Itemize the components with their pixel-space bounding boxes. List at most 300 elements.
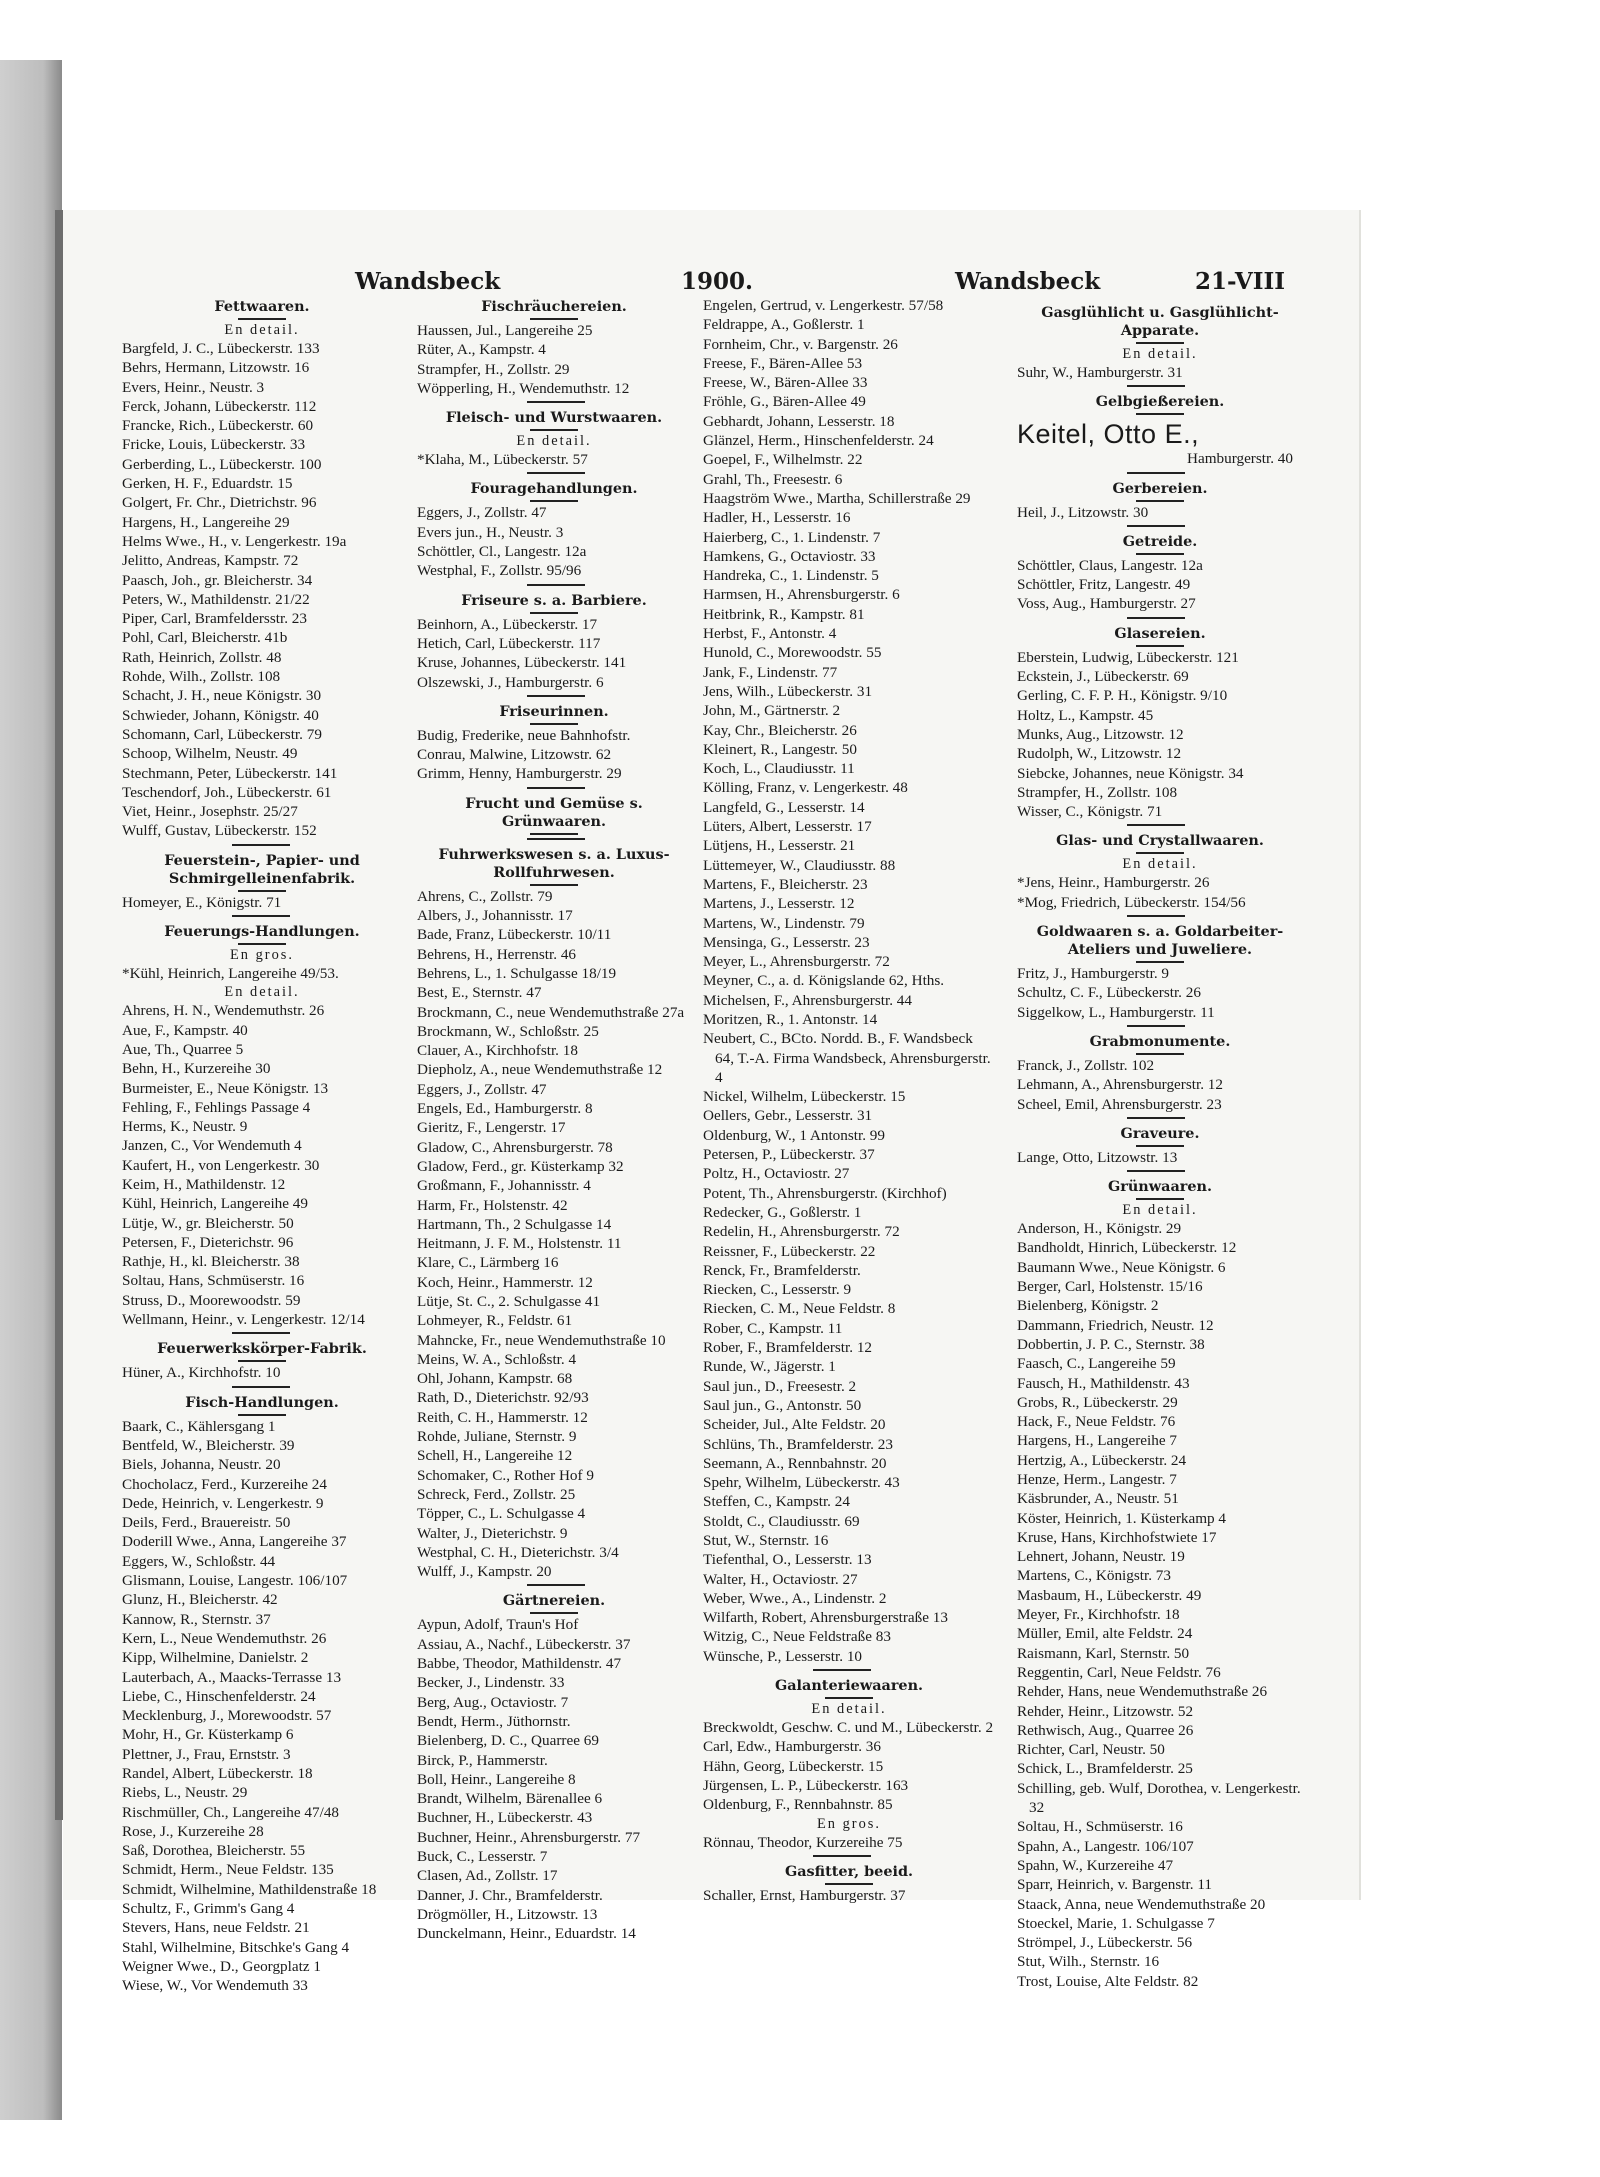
directory-entry: Schomann, Carl, Lübeckerstr. 79 [122,725,322,743]
directory-entry: Munks, Aug., Litzowstr. 12 [1017,725,1184,743]
directory-entry: Kern, L., Neue Wendemuthstr. 26 [122,1629,327,1647]
section-heading: Fuhrwerkswesen s. a. Luxus-Rollfuhrwesen. [417,846,691,886]
directory-entry: Jank, F., Lindenstr. 77 [703,663,838,681]
directory-entry: Liebe, C., Hinschenfelderstr. 24 [122,1687,316,1705]
directory-entry: Clauer, A., Kirchhofstr. 18 [417,1042,578,1060]
directory-entry: Masbaum, H., Lübeckerstr. 49 [1017,1586,1202,1604]
directory-entry: *Kühl, Heinrich, Langereihe 49/53. [122,965,339,983]
directory-entry: Schomaker, C., Rother Hof 9 [417,1466,594,1484]
directory-entry: Albers, J., Johannisstr. 17 [417,907,573,925]
directory-entry: Schöttler, Claus, Langestr. 12a [1017,556,1203,574]
directory-entry: Kipp, Wilhelmine, Danielstr. 2 [122,1649,309,1667]
section-subheading: En detail. [811,1701,887,1718]
directory-entry: Lehmann, A., Ahrensburgerstr. 12 [1017,1076,1223,1094]
directory-entry: Janzen, C., Vor Wendemuth 4 [122,1137,302,1155]
binding-shadow [55,210,63,1820]
book-binding [0,60,62,2120]
directory-entry: Lütje, St. C., 2. Schulgasse 41 [417,1292,601,1310]
directory-entry: Stahl, Wilhelmine, Bitschke's Gang 4 [122,1938,350,1956]
directory-entry: Bandholdt, Hinrich, Lübeckerstr. 12 [1017,1239,1237,1257]
directory-entry: Fritz, J., Hamburgerstr. 9 [1017,965,1170,983]
section-heading: Frucht und Gemüse s. Grünwaaren. [417,795,691,835]
section-divider [232,915,290,917]
directory-entry: *Jens, Heinr., Hamburgerstr. 26 [1017,874,1210,892]
directory-entry: Gladow, Ferd., gr. Küsterkamp 32 [417,1157,624,1175]
section-heading: Gasfitter, beeid. [703,1863,995,1885]
directory-entry: Schöttler, Fritz, Langestr. 49 [1017,576,1191,594]
section-heading: Feuerungs-Handlungen. [122,923,402,945]
directory-entry: Lauterbach, A., Maacks-Terrasse 13 [122,1668,342,1686]
section-heading: Gärtnereien. [417,1592,691,1614]
section-heading: Gasglühlicht u. Gasglühlicht-Apparate. [1017,304,1303,344]
directory-entry: Stut, W., Sternstr. 16 [703,1532,829,1549]
directory-entry: Strampfer, H., Zollstr. 108 [1017,783,1178,801]
section-divider [527,584,585,586]
directory-entry: Birck, P., Hammerstr. [417,1751,548,1769]
featured-entry-address: Hamburgerstr. 40 [1186,450,1293,468]
section-divider [527,838,585,840]
directory-entry: Rehder, Hans, neue Wendemuthstraße 26 [1017,1683,1268,1701]
directory-entry: Engelen, Gertrud, v. Lengerkestr. 57/58 [703,297,944,314]
directory-entry: Ahrens, C., Zollstr. 79 [417,887,553,905]
directory-entry: Ferck, Johann, Lübeckerstr. 112 [122,397,317,415]
section-divider [1127,1117,1185,1119]
directory-entry: Hetich, Carl, Lübeckerstr. 117 [417,634,601,652]
directory-entry: Hamkens, G., Octaviostr. 33 [703,547,876,565]
directory-entry: Hunold, C., Morewoodstr. 55 [703,644,882,662]
section-heading: Gerbereien. [1017,480,1303,502]
directory-entry: Haagström Wwe., Martha, Schillerstraße 29 [703,489,971,507]
directory-entry: Piper, Carl, Bramfeldersstr. 23 [122,610,307,628]
directory-entry: Töpper, C., L. Schulgasse 4 [417,1505,586,1523]
directory-entry: Berger, Carl, Holstenstr. 15/16 [1017,1278,1203,1296]
directory-entry: Meyer, Fr., Kirchhofstr. 18 [1017,1606,1180,1624]
directory-entry: Evers jun., H., Neustr. 3 [417,523,564,541]
directory-entry: Henze, Herm., Langestr. 7 [1017,1470,1177,1488]
section-divider [813,1855,871,1857]
directory-entry: Kleinert, R., Langestr. 50 [703,740,857,758]
directory-entry: Dede, Heinrich, v. Lengerkestr. 9 [122,1494,324,1512]
directory-entry: Kannow, R., Sternstr. 37 [122,1610,271,1628]
directory-entry: Schick, L., Bramfelderstr. 25 [1017,1760,1193,1778]
directory-entry: Fröhle, G., Bären-Allee 49 [703,393,866,411]
section-divider [232,1332,290,1334]
directory-entry: Buck, C., Lesserstr. 7 [417,1848,548,1865]
directory-entry: Lehnert, Johann, Neustr. 19 [1017,1548,1185,1566]
section-subheading: En gros. [817,1815,881,1832]
directory-entry: Steffen, C., Kampstr. 24 [703,1493,850,1511]
directory-entry: Homeyer, E., Königstr. 71 [122,893,282,911]
section-heading: Grabmonumente. [1017,1033,1303,1055]
section-heading: Graveure. [1017,1125,1303,1147]
directory-entry: Hertzig, A., Lübeckerstr. 24 [1017,1451,1187,1469]
directory-entry: Stut, Wilh., Sternstr. 16 [1017,1953,1160,1971]
directory-entry: Ahrens, H. N., Wendemuthstr. 26 [122,1002,325,1020]
directory-entry: Martens, J., Lesserstr. 12 [703,895,855,913]
directory-entry: Rönnau, Theodor, Kurzereihe 75 [703,1833,903,1851]
directory-entry: Riecken, C., Lesserstr. 9 [703,1281,852,1299]
directory-entry: Behrs, Hermann, Litzowstr. 16 [122,359,310,377]
directory-entry: Riecken, C. M., Neue Feldstr. 8 [703,1300,896,1318]
directory-entry: Handreka, C., 1. Lindenstr. 5 [703,567,879,585]
column-1 [122,292,402,1995]
directory-entry: Redecker, G., Goßlerstr. 1 [703,1203,862,1221]
directory-entry: Lange, Otto, Litzowstr. 13 [1017,1148,1178,1166]
directory-entry: Hartmann, Th., 2 Schulgasse 14 [417,1215,612,1233]
directory-entry: Schacht, J. H., neue Königstr. 30 [122,687,322,705]
directory-entry: Hähn, Georg, Lübeckerstr. 15 [703,1757,884,1775]
directory-entry: Reissner, F., Lübeckerstr. 22 [703,1242,876,1260]
directory-entry: Schoop, Wilhelm, Neustr. 49 [122,745,298,763]
directory-entry: Jürgensen, L. P., Lübeckerstr. 163 [703,1776,909,1794]
directory-entry: Breckwoldt, Geschw. C. und M., Lübeckerstr. 2 [703,1719,994,1737]
directory-entry: Spahn, W., Kurzereihe 47 [1017,1856,1174,1874]
section-heading: Fleisch- und Wurstwaaren. [417,409,691,431]
section-heading: Glasereien. [1017,625,1303,647]
directory-entry: Golgert, Fr. Chr., Dietrichstr. 96 [122,494,317,512]
directory-entry: Großmann, F., Johannisstr. 4 [417,1177,591,1195]
directory-entry: Gladow, C., Ahrensburgerstr. 78 [417,1138,613,1156]
directory-entry: Petersen, F., Dieterichstr. 96 [122,1233,294,1251]
directory-entry: Hüner, A., Kirchhofstr. 10 [122,1364,281,1382]
directory-entry: Mohr, H., Gr. Küsterkamp 6 [122,1726,294,1744]
section-heading: Glas- und Crystallwaaren. [1017,832,1303,854]
directory-entry: Goepel, F., Wilhelmstr. 22 [703,451,863,469]
directory-entry: Lütjens, H., Lesserstr. 21 [703,837,856,855]
directory-entry: Saul jun., G., Antonstr. 50 [703,1396,862,1414]
section-divider [1127,472,1185,474]
directory-entry: Gebhardt, Johann, Lesserstr. 18 [703,412,895,430]
directory-entry: Brandt, Wilhelm, Bärenallee 6 [417,1790,603,1808]
section-divider [527,1584,585,1586]
directory-entry: Eggers, J., Zollstr. 47 [417,1080,547,1098]
directory-entry: Struss, D., Moorewoodstr. 59 [122,1291,301,1309]
directory-entry: Voss, Aug., Hamburgerstr. 27 [1017,595,1196,613]
directory-entry: Faasch, C., Langereihe 59 [1017,1355,1176,1373]
directory-entry: Lüttemeyer, W., Claudiusstr. 88 [703,856,896,874]
directory-entry: Aypun, Adolf, Traun's Hof [417,1616,579,1634]
directory-entry: Gerken, H. F., Eduardstr. 15 [122,475,293,493]
directory-entry: Haierberg, C., 1. Lindenstr. 7 [703,528,881,546]
directory-entry: Grimm, Henny, Hamburgerstr. 29 [417,765,622,783]
header-right-town: Wandsbeck [955,268,1101,295]
directory-entry: Rath, Heinrich, Zollstr. 48 [122,648,282,666]
directory-entry: Berg, Aug., Octaviostr. 7 [417,1693,569,1711]
directory-entry: Mecklenburg, J., Morewoodstr. 57 [122,1707,332,1725]
directory-entry: Conrau, Malwine, Litzowstr. 62 [417,746,612,764]
directory-entry: Doderill Wwe., Anna, Langereihe 37 [122,1533,347,1551]
directory-entry: Oldenburg, F., Rennbahnstr. 85 [703,1796,893,1814]
directory-entry: Sparr, Heinrich, v. Bargenstr. 11 [1017,1876,1212,1894]
directory-entry: Randel, Albert, Lübeckerstr. 18 [122,1765,313,1782]
directory-entry: Behrens, L., 1. Schulgasse 18/19 [417,964,617,982]
directory-entry: Meins, W. A., Schloßstr. 4 [417,1350,577,1368]
directory-entry: Nickel, Wilhelm, Lübeckerstr. 15 [703,1088,906,1106]
directory-entry: Brockmann, W., Schloßstr. 25 [417,1022,599,1040]
directory-entry: Petersen, P., Lübeckerstr. 37 [703,1146,875,1164]
section-heading: Feuerstein-, Papier- und Schmirgelleinenfabrik. [122,852,402,892]
directory-entry: Glismann, Louise, Langestr. 106/107 [122,1572,348,1590]
directory-entry: Wiese, W., Vor Wendemuth 33 [122,1977,308,1995]
directory-entry: Käsbrunder, A., Neustr. 51 [1017,1490,1179,1508]
directory-entry: Strampfer, H., Zollstr. 29 [417,360,570,378]
directory-entry: Harmsen, H., Ahrensburgerstr. 6 [703,586,900,604]
section-heading: Grünwaaren. [1017,1178,1303,1200]
directory-entry: Siggelkow, L., Hamburgerstr. 11 [1017,1003,1215,1021]
directory-entry: Beinhorn, A., Lübeckerstr. 17 [417,615,598,633]
directory-entry: Peters, W., Mathildenstr. 21/22 [122,590,310,608]
directory-entry: Scheider, Jul., Alte Feldstr. 20 [703,1416,886,1434]
directory-entry: Bielenberg, D. C., Quarree 69 [417,1732,599,1750]
section-divider [1127,525,1185,527]
directory-entry: Jens, Wilh., Lübeckerstr. 31 [703,682,873,700]
directory-entry: Haussen, Jul., Langereihe 25 [417,322,593,339]
directory-entry: Diepholz, A., neue Wendemuthstraße 12 [417,1061,663,1079]
directory-entry: Hargens, H., Langereihe 7 [1017,1432,1177,1450]
directory-entry: Wisser, C., Königstr. 71 [1017,803,1163,821]
directory-entry: Renck, Fr., Bramfelderstr. [703,1261,861,1279]
directory-entry: Hadler, H., Lesserstr. 16 [703,509,851,527]
directory-entry: Viet, Heinr., Josephstr. 25/27 [122,803,298,821]
directory-entry: Wilfarth, Robert, Ahrensburgerstraße 13 [703,1609,948,1627]
directory-entry: Harm, Fr., Holstenstr. 42 [417,1196,568,1214]
directory-entry: Schmidt, Wilhelmine, Mathildenstraße 18 [122,1880,377,1898]
directory-entry: Wünsche, P., Lesserstr. 10 [703,1647,863,1665]
directory-entry: Müller, Emil, alte Feldstr. 24 [1017,1625,1193,1643]
directory-entry: Soltau, Hans, Schmüserstr. 16 [122,1272,305,1290]
directory-entry: Carl, Edw., Hamburgerstr. 36 [703,1738,881,1756]
directory-entry: Spehr, Wilhelm, Lübeckerstr. 43 [703,1474,900,1492]
directory-entry: Boll, Heinr., Langereihe 8 [417,1770,576,1788]
directory-entry: Stevers, Hans, neue Feldstr. 21 [122,1919,310,1937]
directory-entry: Olszewski, J., Hamburgerstr. 6 [417,673,604,691]
directory-entry: Walter, J., Dieterichstr. 9 [417,1524,568,1542]
directory-entry: Kay, Chr., Bleicherstr. 26 [703,721,857,739]
column-3 [703,296,995,1904]
directory-entry: Anderson, H., Königstr. 29 [1017,1220,1182,1238]
section-subheading: En detail. [224,984,300,1001]
directory-entry: Raismann, Karl, Sternstr. 50 [1017,1644,1190,1662]
directory-entry: Dammann, Friedrich, Neustr. 12 [1017,1316,1214,1334]
directory-entry: Potent, Th., Ahrensburgerstr. (Kirchhof) [703,1184,947,1202]
section-heading: Fischräuchereien. [417,298,691,320]
directory-entry: Francke, Rich., Lübeckerstr. 60 [122,417,314,435]
section-divider [527,695,585,697]
header-year: 1900. [681,268,754,295]
directory-entry: Meyner, C., a. d. Königslande 62, Hths. [703,972,945,990]
directory-entry: Rüter, A., Kampstr. 4 [417,341,546,359]
directory-entry: Rohde, Juliane, Sternstr. 9 [417,1428,577,1446]
section-subheading: En detail. [1122,856,1198,873]
featured-entry [1017,419,1303,468]
directory-entry: Poltz, H., Octaviostr. 27 [703,1165,850,1183]
directory-entry: Hack, F., Neue Feldstr. 76 [1017,1413,1176,1431]
directory-entry: Aue, Th., Quarree 5 [122,1040,244,1058]
section-divider [232,1386,290,1388]
section-heading: Goldwaaren s. a. Goldarbeiter-Ateliers und Juweliere. [1017,923,1303,963]
section-heading: Fisch-Handlungen. [122,1394,402,1416]
section-divider [527,787,585,789]
directory-entry: Aue, F., Kampstr. 40 [122,1021,248,1039]
section-heading: Friseurinnen. [417,703,691,725]
directory-entry: Wulff, Gustav, Lübeckerstr. 152 [122,822,317,840]
directory-entry: Langfeld, G., Lesserstr. 14 [703,798,865,816]
section-subheading: En detail. [1122,346,1198,362]
directory-entry: Suhr, W., Hamburgerstr. 31 [1017,364,1183,381]
directory-entry: Kruse, Johannes, Lübeckerstr. 141 [417,654,627,672]
column-2 [417,292,691,1943]
directory-entry: Stoldt, C., Claudiusstr. 69 [703,1512,860,1530]
directory-entry: Rathje, H., kl. Bleicherstr. 38 [122,1253,300,1271]
section-subheading: En detail. [1122,1202,1198,1219]
directory-entry: Rehder, Heinr., Litzowstr. 52 [1017,1702,1194,1720]
section-divider [1127,1170,1185,1172]
directory-entry: Engels, Ed., Hamburgerstr. 8 [417,1100,593,1118]
section-divider [1127,617,1185,619]
directory-entry: Rohde, Wilh., Zollstr. 108 [122,668,281,686]
directory-entry: Rose, J., Kurzereihe 28 [122,1822,264,1840]
header-page-number: 21-VIII [1195,268,1286,295]
directory-entry: Riebs, L., Neustr. 29 [122,1784,248,1802]
directory-entry: Koch, L., Claudiusstr. 11 [703,760,855,778]
directory-entry: Fausch, H., Mathildenstr. 43 [1017,1374,1190,1392]
directory-entry: Kaufert, H., von Lengerkestr. 30 [122,1156,320,1174]
directory-entry: Heil, J., Litzowstr. 30 [1017,503,1149,521]
directory-entry: Martens, C., Königstr. 73 [1017,1567,1171,1585]
directory-entry: Hargens, H., Langereihe 29 [122,513,290,531]
directory-entry: Moritzen, R., 1. Antonstr. 14 [703,1010,878,1028]
directory-entry: Freese, F., Bären-Allee 53 [703,354,863,372]
directory-entry: Chocholacz, Ferd., Kurzereihe 24 [122,1475,327,1493]
directory-entry: Herbst, F., Antonstr. 4 [703,625,837,643]
directory-entry: Pohl, Carl, Bleicherstr. 41b [122,629,288,647]
directory-entry: Schell, H., Langereihe 12 [417,1447,573,1465]
directory-entry: Westphal, F., Zollstr. 95/96 [417,562,582,580]
directory-entry: Fehling, F., Fehlings Passage 4 [122,1098,311,1116]
section-divider [527,472,585,474]
directory-entry: Assiau, A., Nachf., Lübeckerstr. 37 [417,1635,631,1653]
directory-entry: Siebcke, Johannes, neue Königstr. 34 [1017,764,1244,782]
section-divider [232,844,290,846]
directory-entry: Heitbrink, R., Kampstr. 81 [703,605,865,623]
directory-entry: Lohmeyer, R., Feldstr. 61 [417,1312,573,1330]
directory-entry: John, M., Gärtnerstr. 2 [703,702,841,720]
directory-entry: Paasch, Joh., gr. Bleicherstr. 34 [122,571,313,589]
directory-entry: Grahl, Th., Freesestr. 6 [703,470,843,488]
directory-entry: Stoeckel, Marie, 1. Schulgasse 7 [1017,1914,1215,1932]
directory-entry: Franck, J., Zollstr. 102 [1017,1056,1155,1074]
section-heading: Fouragehandlungen. [417,480,691,502]
directory-entry: Klare, C., Lärmberg 16 [417,1254,559,1272]
directory-entry: Koch, Heinr., Hammerstr. 12 [417,1273,593,1291]
directory-entry: *Mog, Friedrich, Lübeckerstr. 154/56 [1017,893,1246,911]
directory-entry: Staack, Anna, neue Wendemuthstraße 20 [1017,1895,1266,1913]
directory-entry: Schmidt, Herm., Neue Feldstr. 135 [122,1861,334,1879]
directory-entry: Schwieder, Johann, Königstr. 40 [122,706,319,724]
section-heading: Fettwaaren. [122,298,402,320]
directory-entry: Redelin, H., Ahrensburgerstr. 72 [703,1223,900,1241]
directory-entry: Köster, Heinrich, 1. Küsterkamp 4 [1017,1509,1227,1527]
directory-entry: Brockmann, C., neue Wendemuthstraße 27a [417,1003,685,1021]
directory-entry: Becker, J., Lindenstr. 33 [417,1674,565,1692]
section-divider [1127,915,1185,917]
directory-entry: Martens, F., Bleicherstr. 23 [703,875,868,893]
directory-entry: Schöttler, Cl., Langestr. 12a [417,543,587,561]
section-subheading: En detail. [224,322,300,338]
directory-entry: Grobs, R., Lübeckerstr. 29 [1017,1393,1178,1411]
directory-entry: Drögmöller, H., Litzowstr. 13 [417,1905,598,1923]
directory-entry: Evers, Heinr., Neustr. 3 [122,378,265,396]
directory-entry: Kruse, Hans, Kirchhofstwiete 17 [1017,1528,1217,1546]
directory-entry: Schultz, F., Grimm's Gang 4 [122,1900,295,1918]
section-heading: Gelbgießereien. [1017,393,1303,415]
directory-entry: Dobbertin, J. P. C., Sternstr. 38 [1017,1335,1205,1353]
directory-entry: Eberstein, Ludwig, Lübeckerstr. 121 [1017,648,1239,666]
directory-entry: Gerberding, L., Lübeckerstr. 100 [122,455,322,473]
directory-entry: Jelitto, Andreas, Kampstr. 72 [122,552,299,570]
section-heading: Feuerwerkskörper-Fabrik. [122,1340,402,1362]
directory-entry: Reggentin, Carl, Neue Feldstr. 76 [1017,1663,1221,1681]
directory-entry: Westphal, C. H., Dieterichstr. 3/4 [417,1543,619,1561]
directory-entry: Biels, Johanna, Neustr. 20 [122,1456,281,1474]
directory-entry: Behrens, H., Herrenstr. 46 [417,945,577,963]
directory-entry: Stechmann, Peter, Lübeckerstr. 141 [122,764,338,782]
directory-entry: Bargfeld, J. C., Lübeckerstr. 133 [122,340,320,357]
directory-entry: Meyer, L., Ahrensburgerstr. 72 [703,953,890,971]
directory-entry: Behn, H., Kurzereihe 30 [122,1060,271,1078]
section-subheading: En gros. [230,947,294,964]
directory-entry: Lütje, W., gr. Bleicherstr. 50 [122,1214,294,1232]
directory-entry: Buchner, H., Lübeckerstr. 43 [417,1809,593,1827]
section-heading: Friseure s. a. Barbiere. [417,592,691,614]
directory-entry: Schlüns, Th., Bramfelderstr. 23 [703,1435,893,1453]
directory-entry: Helms Wwe., H., v. Lengerkestr. 19a [122,532,347,550]
directory-entry: Baumann Wwe., Neue Königstr. 6 [1017,1258,1226,1276]
directory-entry: Saß, Dorothea, Bleicherstr. 55 [122,1842,306,1860]
directory-entry: Bendt, Herm., Jüthornstr. [417,1712,571,1730]
directory-entry: Kölling, Franz, v. Lengerkestr. 48 [703,779,908,797]
directory-entry: Weber, Wwe., A., Lindenstr. 2 [703,1589,887,1607]
directory-entry: Bielenberg, Königstr. 2 [1017,1297,1159,1315]
directory-entry: Wellmann, Heinr., v. Lengerkestr. 12/14 [122,1311,365,1329]
directory-entry: Rischmüller, Ch., Langereihe 47/48 [122,1803,340,1821]
directory-entry: Trost, Louise, Alte Feldstr. 82 [1017,1972,1199,1990]
directory-entry: Deils, Ferd., Brauereistr. 50 [122,1514,291,1532]
directory-entry: Best, E., Sternstr. 47 [417,984,542,1002]
directory-entry: Fornheim, Chr., v. Bargenstr. 26 [703,335,898,353]
directory-entry: Tiefenthal, O., Lesserstr. 13 [703,1551,872,1569]
directory-entry: *Klaha, M., Lübeckerstr. 57 [417,451,588,469]
directory-entry: Glänzel, Herm., Hinschenfelderstr. 24 [703,432,934,450]
directory-entry: Dunckelmann, Heinr., Eduardstr. 14 [417,1925,636,1943]
directory-entry: Soltau, H., Schmüserstr. 16 [1017,1818,1183,1836]
directory-entry: Seemann, A., Rennbahnstr. 20 [703,1454,887,1472]
directory-entry: Gerling, C. F. P. H., Königstr. 9/10 [1017,687,1228,705]
directory-entry: Babbe, Theodor, Mathildenstr. 47 [417,1655,622,1673]
directory-entry: Kühl, Heinrich, Langereihe 49 [122,1195,308,1213]
directory-entry: Rethwisch, Aug., Quarree 26 [1017,1721,1194,1739]
directory-entry: Budig, Frederike, neue Bahnhofstr. [417,726,631,744]
section-divider [813,1669,871,1671]
header-left-town: Wandsbeck [355,268,501,295]
directory-entry: Richter, Carl, Neustr. 50 [1017,1741,1165,1759]
directory-entry: Rudolph, W., Litzowstr. 12 [1017,745,1182,763]
directory-entry: Buchner, Heinr., Ahrensburgerstr. 77 [417,1828,641,1846]
directory-entry: Holtz, L., Kampstr. 45 [1017,706,1154,724]
directory-entry: Clasen, Ad., Zollstr. 17 [417,1867,558,1885]
directory-entry: Martens, W., Lindenstr. 79 [703,914,865,932]
section-heading: Getreide. [1017,533,1303,555]
